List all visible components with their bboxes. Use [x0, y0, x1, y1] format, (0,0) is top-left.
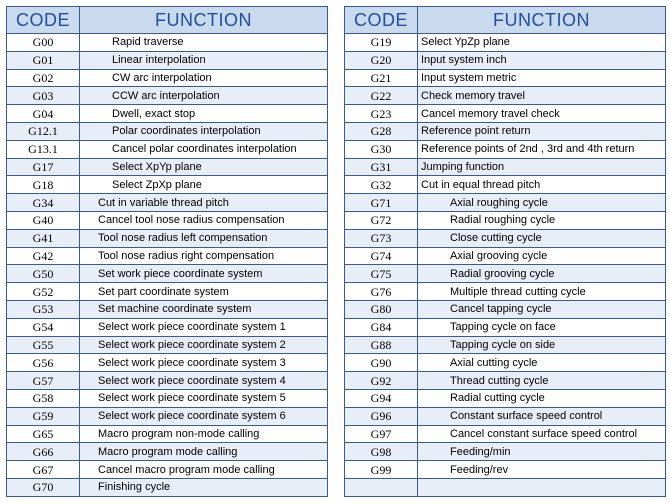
header-row: [345, 7, 666, 34]
function-cell: Polar coordinates interpolation: [80, 122, 328, 140]
gcode-cell: G55: [7, 336, 80, 354]
gcode-cell: G04: [7, 105, 80, 123]
table-row: [345, 140, 666, 158]
gcode-cell: G58: [7, 389, 80, 407]
table-row: [345, 372, 666, 390]
table-row: [7, 229, 328, 247]
table-row: [7, 176, 328, 194]
function-cell: Cancel tool nose radius compensation: [80, 211, 328, 229]
table-row: [7, 478, 328, 496]
gcode-cell: G00: [7, 34, 80, 52]
header-row: [7, 7, 328, 34]
gcode-cell: G98: [345, 443, 418, 461]
function-cell: Cancel macro program mode calling: [80, 461, 328, 479]
function-cell: Finishing cycle: [80, 478, 328, 496]
function-cell: [418, 478, 666, 496]
table-row: [345, 69, 666, 87]
gcode-cell: G01: [7, 51, 80, 69]
table-row: [345, 34, 666, 52]
table-row: [7, 318, 328, 336]
gcode-cell: G30: [345, 140, 418, 158]
gcode-cell: G97: [345, 425, 418, 443]
table-row: [7, 34, 328, 52]
table-row: [7, 87, 328, 105]
function-cell: Feeding/min: [418, 443, 666, 461]
gcode-cell: G84: [345, 318, 418, 336]
table-row: [7, 389, 328, 407]
gcode-cell: G56: [7, 354, 80, 372]
function-cell: Select work piece coordinate system 5: [80, 389, 328, 407]
table-row: [345, 283, 666, 301]
table-row: [7, 372, 328, 390]
function-cell: Select work piece coordinate system 3: [80, 354, 328, 372]
function-cell: Radial roughing cycle: [418, 211, 666, 229]
table-row: [7, 194, 328, 212]
gcode-cell: G67: [7, 461, 80, 479]
function-cell: Input system metric: [418, 69, 666, 87]
function-cell: Jumping function: [418, 158, 666, 176]
table-row: [7, 158, 328, 176]
table-row: [7, 283, 328, 301]
function-cell: Set work piece coordinate system: [80, 265, 328, 283]
table-row: [7, 425, 328, 443]
table-row: [345, 336, 666, 354]
gcode-cell: G19: [345, 34, 418, 52]
function-cell: Set part coordinate system: [80, 283, 328, 301]
gcode-cell: G03: [7, 87, 80, 105]
gcode-cell: [345, 478, 418, 496]
table-row: [345, 389, 666, 407]
table-row: [7, 407, 328, 425]
table-row: [345, 247, 666, 265]
table-row: [7, 140, 328, 158]
table-row: [345, 194, 666, 212]
gcode-cell: G52: [7, 283, 80, 301]
left-table-body: [7, 34, 328, 497]
function-cell: Reference point return: [418, 122, 666, 140]
gcode-cell: G32: [345, 176, 418, 194]
gcode-cell: G12.1: [7, 122, 80, 140]
table-row: [345, 51, 666, 69]
function-cell: Axial cutting cycle: [418, 354, 666, 372]
gcode-cell: G92: [345, 372, 418, 390]
gcode-cell: G42: [7, 247, 80, 265]
function-cell: Multiple thread cutting cycle: [418, 283, 666, 301]
function-header: FUNCTION: [418, 7, 666, 34]
table-row: [345, 300, 666, 318]
function-cell: Radial grooving cycle: [418, 265, 666, 283]
table-row: [7, 247, 328, 265]
function-cell: Cancel constant surface speed control: [418, 425, 666, 443]
table-row: [7, 461, 328, 479]
gcode-cell: G17: [7, 158, 80, 176]
function-cell: Cut in variable thread pitch: [80, 194, 328, 212]
table-row: [345, 354, 666, 372]
function-cell: Constant surface speed control: [418, 407, 666, 425]
table-row: [7, 265, 328, 283]
gcode-cell: G50: [7, 265, 80, 283]
gcode-cell: G76: [345, 283, 418, 301]
function-cell: Cut in equal thread pitch: [418, 176, 666, 194]
right-gcode-table: [344, 6, 666, 497]
function-cell: Thread cutting cycle: [418, 372, 666, 390]
gcode-cell: G75: [345, 265, 418, 283]
gcode-cell: G40: [7, 211, 80, 229]
gcode-cell: G66: [7, 443, 80, 461]
function-cell: Tapping cycle on face: [418, 318, 666, 336]
gcode-cell: G20: [345, 51, 418, 69]
gcode-cell: G41: [7, 229, 80, 247]
function-cell: Macro program non-mode calling: [80, 425, 328, 443]
function-cell: Select work piece coordinate system 1: [80, 318, 328, 336]
gcode-cell: G90: [345, 354, 418, 372]
gcode-cell: G02: [7, 69, 80, 87]
function-cell: Axial grooving cycle: [418, 247, 666, 265]
function-cell: Tool nose radius right compensation: [80, 247, 328, 265]
function-cell: Tool nose radius left compensation: [80, 229, 328, 247]
gcode-cell: G23: [345, 105, 418, 123]
gcode-cell: G71: [345, 194, 418, 212]
function-cell: CW arc interpolation: [80, 69, 328, 87]
table-row: [345, 461, 666, 479]
gcode-cell: G59: [7, 407, 80, 425]
gcode-cell: G73: [345, 229, 418, 247]
function-cell: Macro program mode calling: [80, 443, 328, 461]
gcode-cell: G72: [345, 211, 418, 229]
table-row: [345, 229, 666, 247]
left-gcode-table: [6, 6, 328, 497]
table-row: [7, 336, 328, 354]
function-cell: Set machine coordinate system: [80, 300, 328, 318]
function-cell: Close cutting cycle: [418, 229, 666, 247]
function-cell: Cancel tapping cycle: [418, 300, 666, 318]
function-cell: Cancel polar coordinates interpolation: [80, 140, 328, 158]
gcode-cell: G94: [345, 389, 418, 407]
function-cell: Rapid traverse: [80, 34, 328, 52]
function-cell: Cancel memory travel check: [418, 105, 666, 123]
gcode-cell: G99: [345, 461, 418, 479]
function-cell: Select work piece coordinate system 2: [80, 336, 328, 354]
function-cell: Select YpZp plane: [418, 34, 666, 52]
function-cell: Input system inch: [418, 51, 666, 69]
gcode-cell: G18: [7, 176, 80, 194]
gcode-cell: G34: [7, 194, 80, 212]
gcode-cell: G80: [345, 300, 418, 318]
table-row: [345, 425, 666, 443]
gcode-cell: G13.1: [7, 140, 80, 158]
table-row: [345, 265, 666, 283]
gcode-cell: G53: [7, 300, 80, 318]
table-row: [345, 318, 666, 336]
table-row: [345, 158, 666, 176]
table-row: [7, 105, 328, 123]
gcode-cell: G54: [7, 318, 80, 336]
function-cell: Select work piece coordinate system 4: [80, 372, 328, 390]
gcode-cell: G28: [345, 122, 418, 140]
function-cell: Select ZpXp plane: [80, 176, 328, 194]
right-table-body: [345, 34, 666, 497]
table-row: [345, 122, 666, 140]
table-row: [7, 354, 328, 372]
gcode-cell: G74: [345, 247, 418, 265]
table-row: [345, 478, 666, 496]
code-header: CODE: [7, 7, 80, 34]
table-row: [345, 105, 666, 123]
function-cell: Reference points of 2nd , 3rd and 4th return: [418, 140, 666, 158]
table-row: [7, 69, 328, 87]
function-cell: Select XpYp plane: [80, 158, 328, 176]
gcode-cell: G21: [345, 69, 418, 87]
function-cell: Axial roughing cycle: [418, 194, 666, 212]
table-row: [7, 211, 328, 229]
function-cell: Dwell, exact stop: [80, 105, 328, 123]
table-row: [345, 443, 666, 461]
table-row: [7, 443, 328, 461]
table-row: [345, 211, 666, 229]
table-row: [7, 300, 328, 318]
function-cell: Feeding/rev: [418, 461, 666, 479]
gcode-cell: G96: [345, 407, 418, 425]
function-cell: Linear interpolation: [80, 51, 328, 69]
table-row: [7, 122, 328, 140]
code-header: CODE: [345, 7, 418, 34]
function-header: FUNCTION: [80, 7, 328, 34]
table-row: [345, 407, 666, 425]
gcode-cell: G31: [345, 158, 418, 176]
table-row: [345, 176, 666, 194]
gcode-cell: G22: [345, 87, 418, 105]
function-cell: Select work piece coordinate system 6: [80, 407, 328, 425]
gcode-cell: G88: [345, 336, 418, 354]
gcode-cell: G70: [7, 478, 80, 496]
gcode-cell: G57: [7, 372, 80, 390]
table-row: [7, 51, 328, 69]
function-cell: Tapping cycle on side: [418, 336, 666, 354]
table-row: [345, 87, 666, 105]
function-cell: Radial cutting cycle: [418, 389, 666, 407]
function-cell: Check memory travel: [418, 87, 666, 105]
gcode-cell: G65: [7, 425, 80, 443]
function-cell: CCW arc interpolation: [80, 87, 328, 105]
